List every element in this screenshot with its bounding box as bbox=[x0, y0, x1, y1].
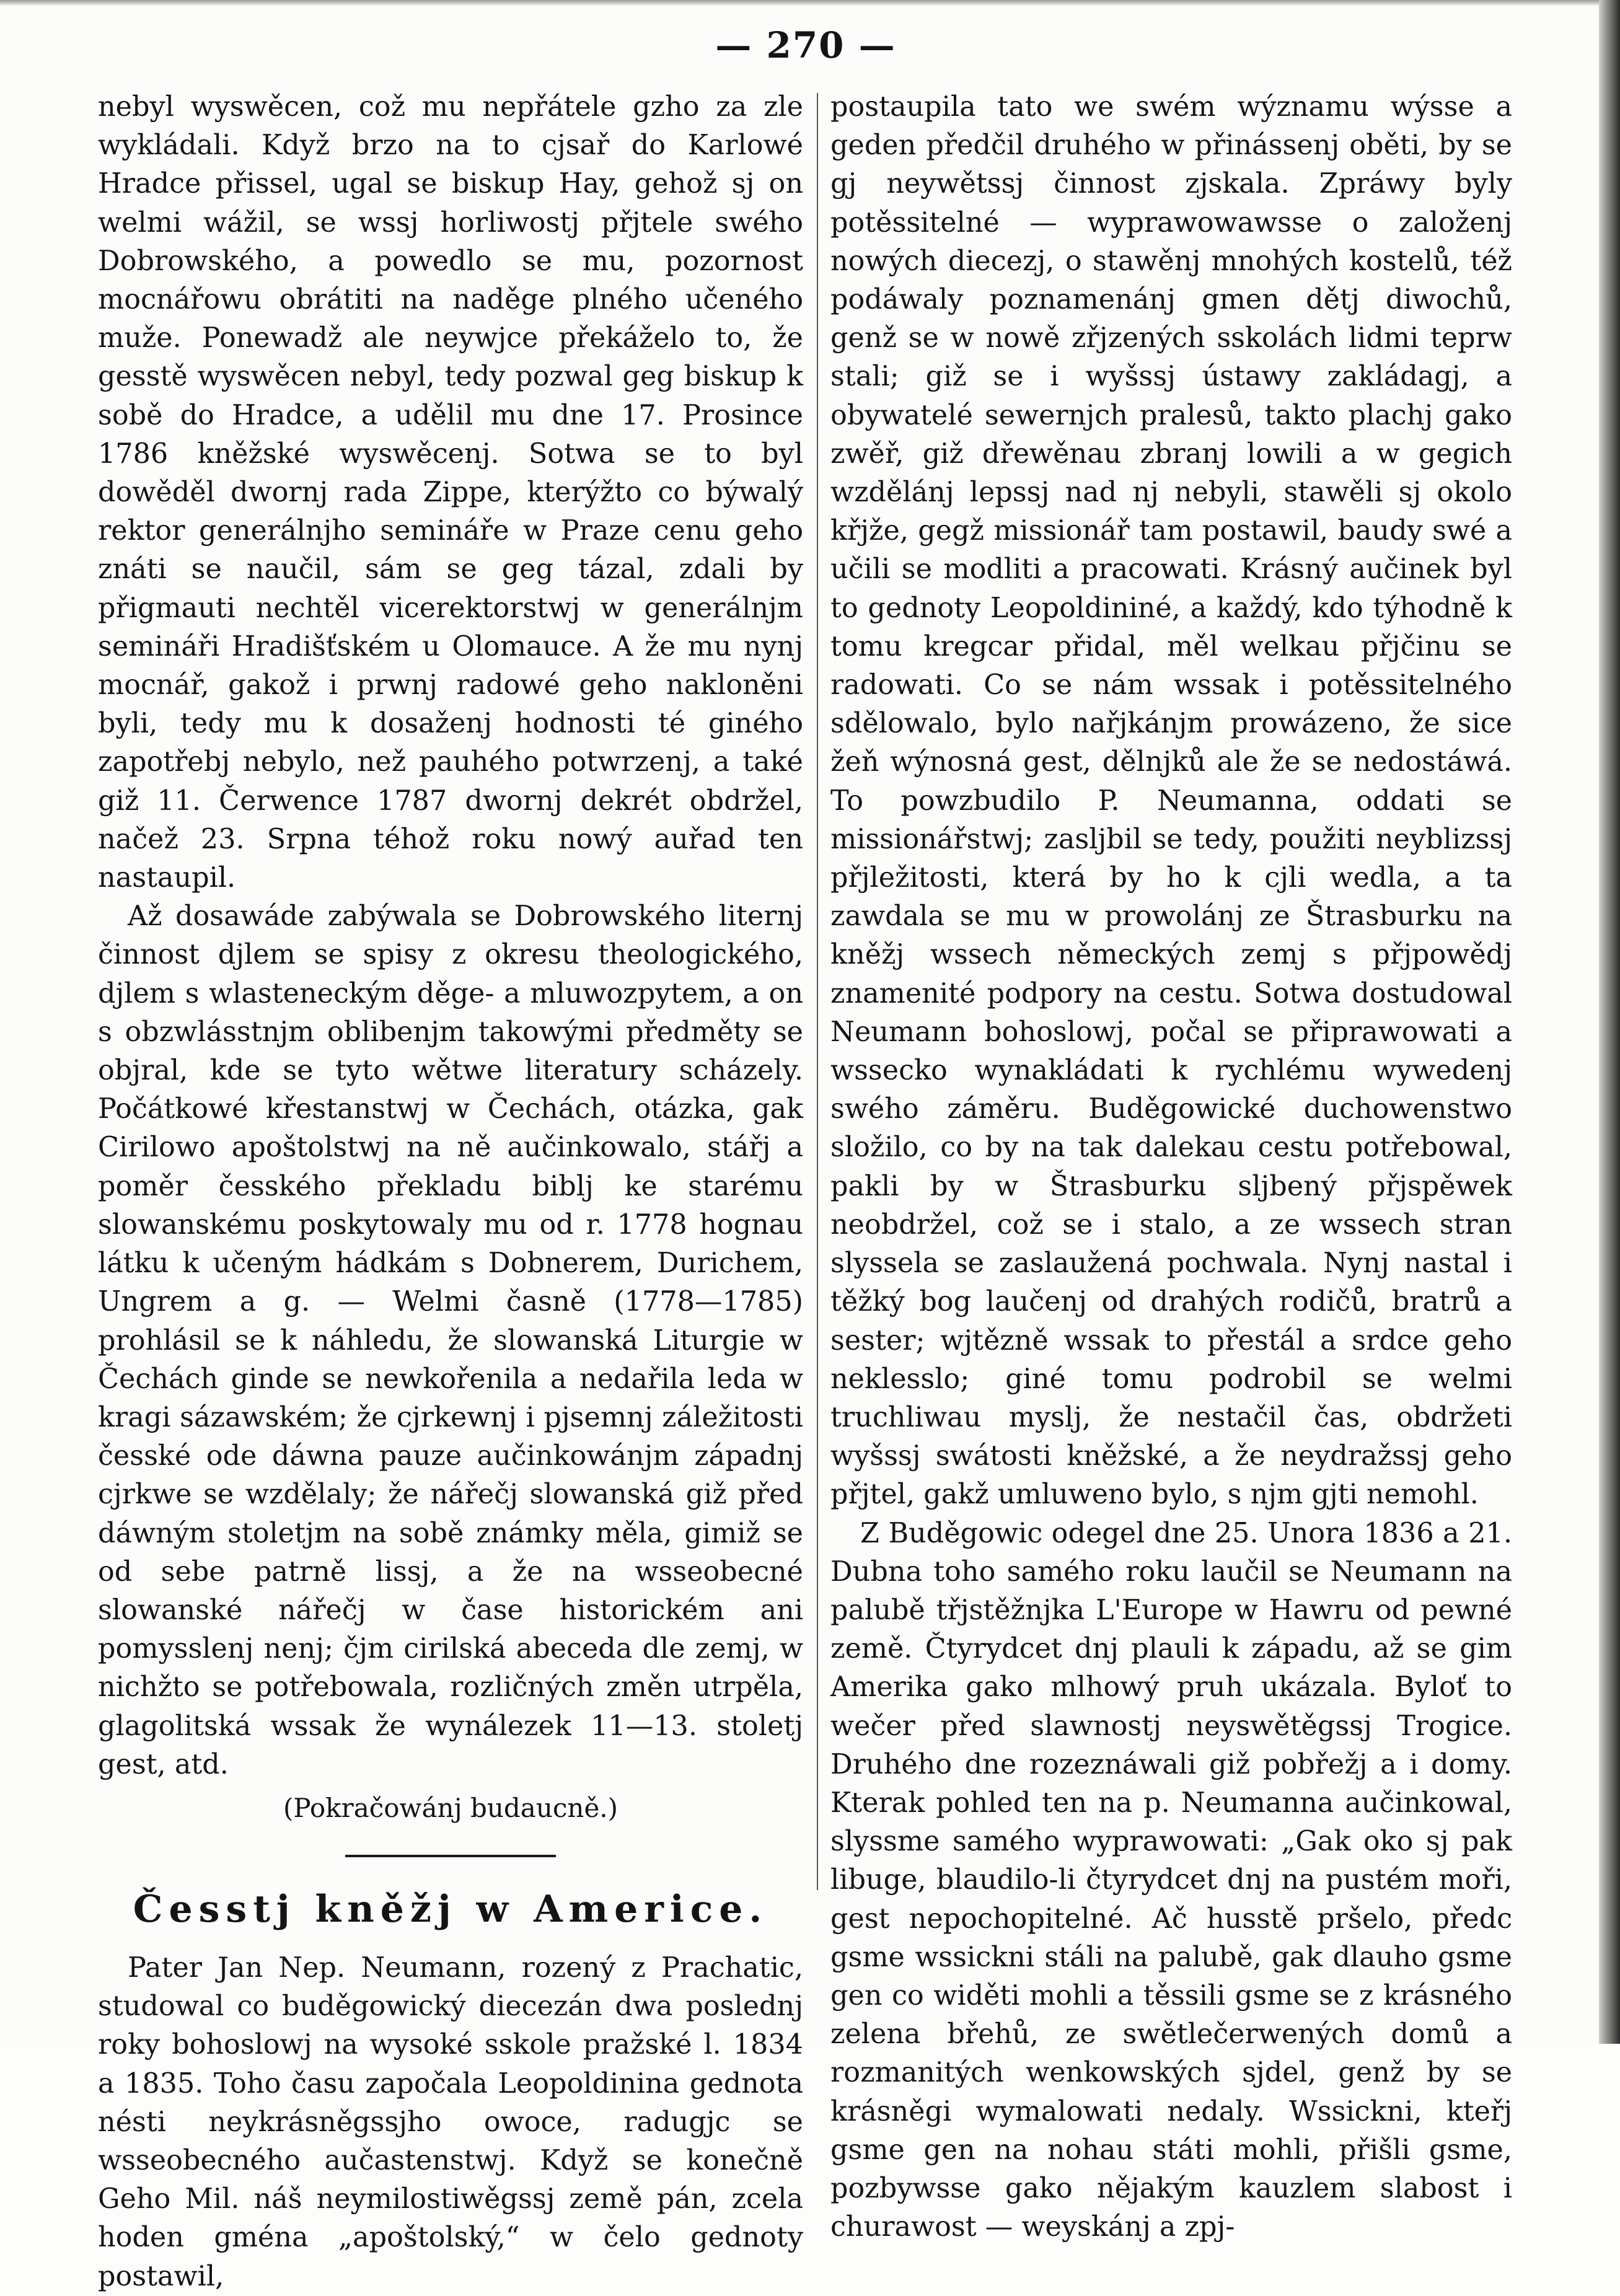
column-divider bbox=[817, 93, 818, 1890]
left-column bbox=[98, 88, 803, 2292]
article-title: Česstj kněžj w Americe. bbox=[133, 1887, 768, 1931]
left-paragraph-1: nebyl wyswěcen, což mu nepřátele gzho za zle wykládali. Když brzo na to cjsař do Karlowé Hradce přissel, ugal se biskup Hay, gehož sj on welmi wážil, se wssj horliwostj přjtele swého Dobrowského, a powedlo se mu, pozornost mocnářowu obrátiti na naděge plného učeného muže. Ponewadž ale neywjce překáželo to, že gesstě wyswěcen nebyl, tedy pozwal geg biskup k sobě do Hradce, a udělil mu dne 17. Prosince 1786 kněžské wyswěcenj. Sotwa se to byl dowěděl dwornj rada Zippe, kterýžto co býwalý rektor generálnjho semináře w Praze cenu geho znáti se naučil, sám se geg tázal, zdali by přigmauti nechtěl vicerektorstwj w generálnjm semináři Hradišťském u Olomauce. A že mu nynj mocnář, gakož i prwnj radowé geho nakloněni byli, tedy mu k dosaženj hodnosti té giného zapotřebj nebylo, než pauhého potwrzenj, a také giž 11. Čerwence 1787 dwornj dekrét obdržel, načež 23. Srpna téhož roku nowý auřad ten nastaupil. bbox=[98, 91, 803, 894]
page-top-edge bbox=[0, 0, 1620, 6]
right-paragraph-2: Z Buděgowic odegel dne 25. Unora 1836 a 21. Dubna toho samého roku laučil se Neumann na palubě třjstěžnjka L'Europe w Hawru od pewné země. Čtyrydcet dnj plauli k západu, až se gim Amerika gako mlhowý pruh ukázala. Byloť to wečer před slawnostj neyswětěgssj Trogice. Druhého dne rozeznáwali giž pobřežj a i domy. Kterak pohled ten na p. Neumanna aučinkowal, slyssme samého wyprawowati: „Gak oko sj pak libuge, blaudilo-li čtyrydcet dnj na pustém moři, gest nepochopitelné. Ač husstě pršelo, předc gsme wssickni stáli na palubě, gak dlauho gsme gen co widěti mohli a těssili gsme se z krásného zelena břehů, ze swětlečerwených domů a rozmanitých wenkowských sjdel, genž by se krásněgi wymalowati nedaly. Wssickni, kteřj gsme gen na nohau státi mohli, přišli gsme, pozbywsse gako nějakým kauzlem slabost i churawost — weyskánj a zpj- bbox=[830, 1517, 1512, 2243]
right-column bbox=[830, 88, 1512, 2243]
left-paragraph-3: Pater Jan Nep. Neumann, rozený z Prachatic, studowal co buděgowický diecezán dwa poslednj roky bohoslowj na wysoké sskole pražské l. 1834 a 1835. Toho času započala Leopoldinina gednota nésti neykrásněgssjho owoce, radugjc se wsseobecného aučastenstwj. Když se konečně Geho Mil. náš neymilostiwěgssj země pán, zcela hoden gména „apoštolský,“ w čelo gednoty postawil, bbox=[98, 1951, 803, 2292]
page-number: — 270 — bbox=[715, 24, 896, 66]
section-rule bbox=[345, 1855, 556, 1857]
left-paragraph-2: Až dosawáde zabýwala se Dobrowského liternj činnost djlem se spisy z okresu theologického, djlem s wlasteneckým děge- a mluwozpytem, a on s obzwlásstnjm oblibenjm takowými předměty se objral, kde se tyto wětwe literatury scházely. Počátkowé křestanstwj w Čechách, otázka, gak Cirilowo apoštolstwj na ně aučinkowalo, stářj a poměr česského překladu biblj ke starému slowanskému poskytowaly mu od r. 1778 hognau látku k učeným hádkám s Dobnerem, Durichem, Ungrem a g. — Welmi časně (1778—1785) prohlásil se k náhledu, že slowanská Liturgie w Čechách ginde se newkořenila a nedařila leda w kragi sázawském; že cjrkewnj i pjsemnj záležitosti česské ode dáwna pauze aučinkowánjm západnj cjrkwe se wzdělaly; že nářečj slowanská giž před dáwným stoletjm na sobě známky měla, gimiž se od sebe patrně lissj, a že na wsseobecné slowanské nářečj w čase historickém ani pomysslenj nenj; čjm cirilská abeceda dle zemj, w nichžto se potřebowala, rozličných změn utrpěla, glagolitská wssak že wynálezek 11—13. stoletj gest, atd. bbox=[98, 900, 803, 1780]
page-binding-shadow bbox=[1599, 0, 1620, 2044]
continuation-note: (Pokračowánj budaucně.) bbox=[283, 1792, 619, 1823]
right-paragraph-1: postaupila tato we swém wýznamu wýsse a geden předčil druhého w přinássenj oběti, by se gj neywětssj činnost zjskala. Zpráwy byly potěssitelné — wyprawowawsse o založenj nowých diecezj, o stawěnj mnohých kostelů, též podáwaly poznamenánj gmen dětj diwochů, genž se w nowě zřjzených sskolách lidmi teprw stali; giž se i wyšssj ústawy zakládagj, a obywatelé sewernjch pralesů, takto plachj gako zwěř, giž dřewěnau zbranj lowili a w gegich wzdělánj lepssj nad nj nebyli, stawěli sj okolo křjže, gegž missionář tam postawil, baudy swé a učili se modliti a pracowati. Krásný aučinek byl to gednoty Leopoldininé, a každý, kdo týhodně k tomu kregcar přidal, měl welkau přjčinu se radowati. Co se nám wssak i potěssitelného sdělowalo, bylo nařjkánjm prowázeno, že sice žeň wýnosná gest, dělnjků ale že se nedostáwá. To powzbudilo P. Neumanna, oddati se missionářstwj; zasljbil se tedy, použiti neyblizssj přjležitosti, která by ho k cjli wedla, a ta zawdala se mu w prowolánj ze Štrasburku na kněžj wssech německých zemj s přjpowědj znamenité podpory na cestu. Sotwa dostudowal Neumann bohoslowj, počal se připrawowati a wssecko wynakládati k rychlému wywedenj swého záměru. Buděgowické duchowenstwo složilo, co by na tak dalekau cestu potřebowal, pakli by w Štrasburku sljbený přjspěwek neobdržel, což se i stalo, a ze wssech stran slyssela se zaslaužená pochwala. Nynj nastal i těžký bog laučenj od drahých rodičů, bratrů a sester; wjtězně wssak to přestál a srdce geho neklesslo; giné tomu podrobil se welmi truchliwau myslj, že nestačil čas, obdržeti wyšssj swátosti kněžské, a že neydražssj geho přjtel, gakž umluweno bylo, s njm gjti nemohl. bbox=[830, 91, 1512, 1511]
